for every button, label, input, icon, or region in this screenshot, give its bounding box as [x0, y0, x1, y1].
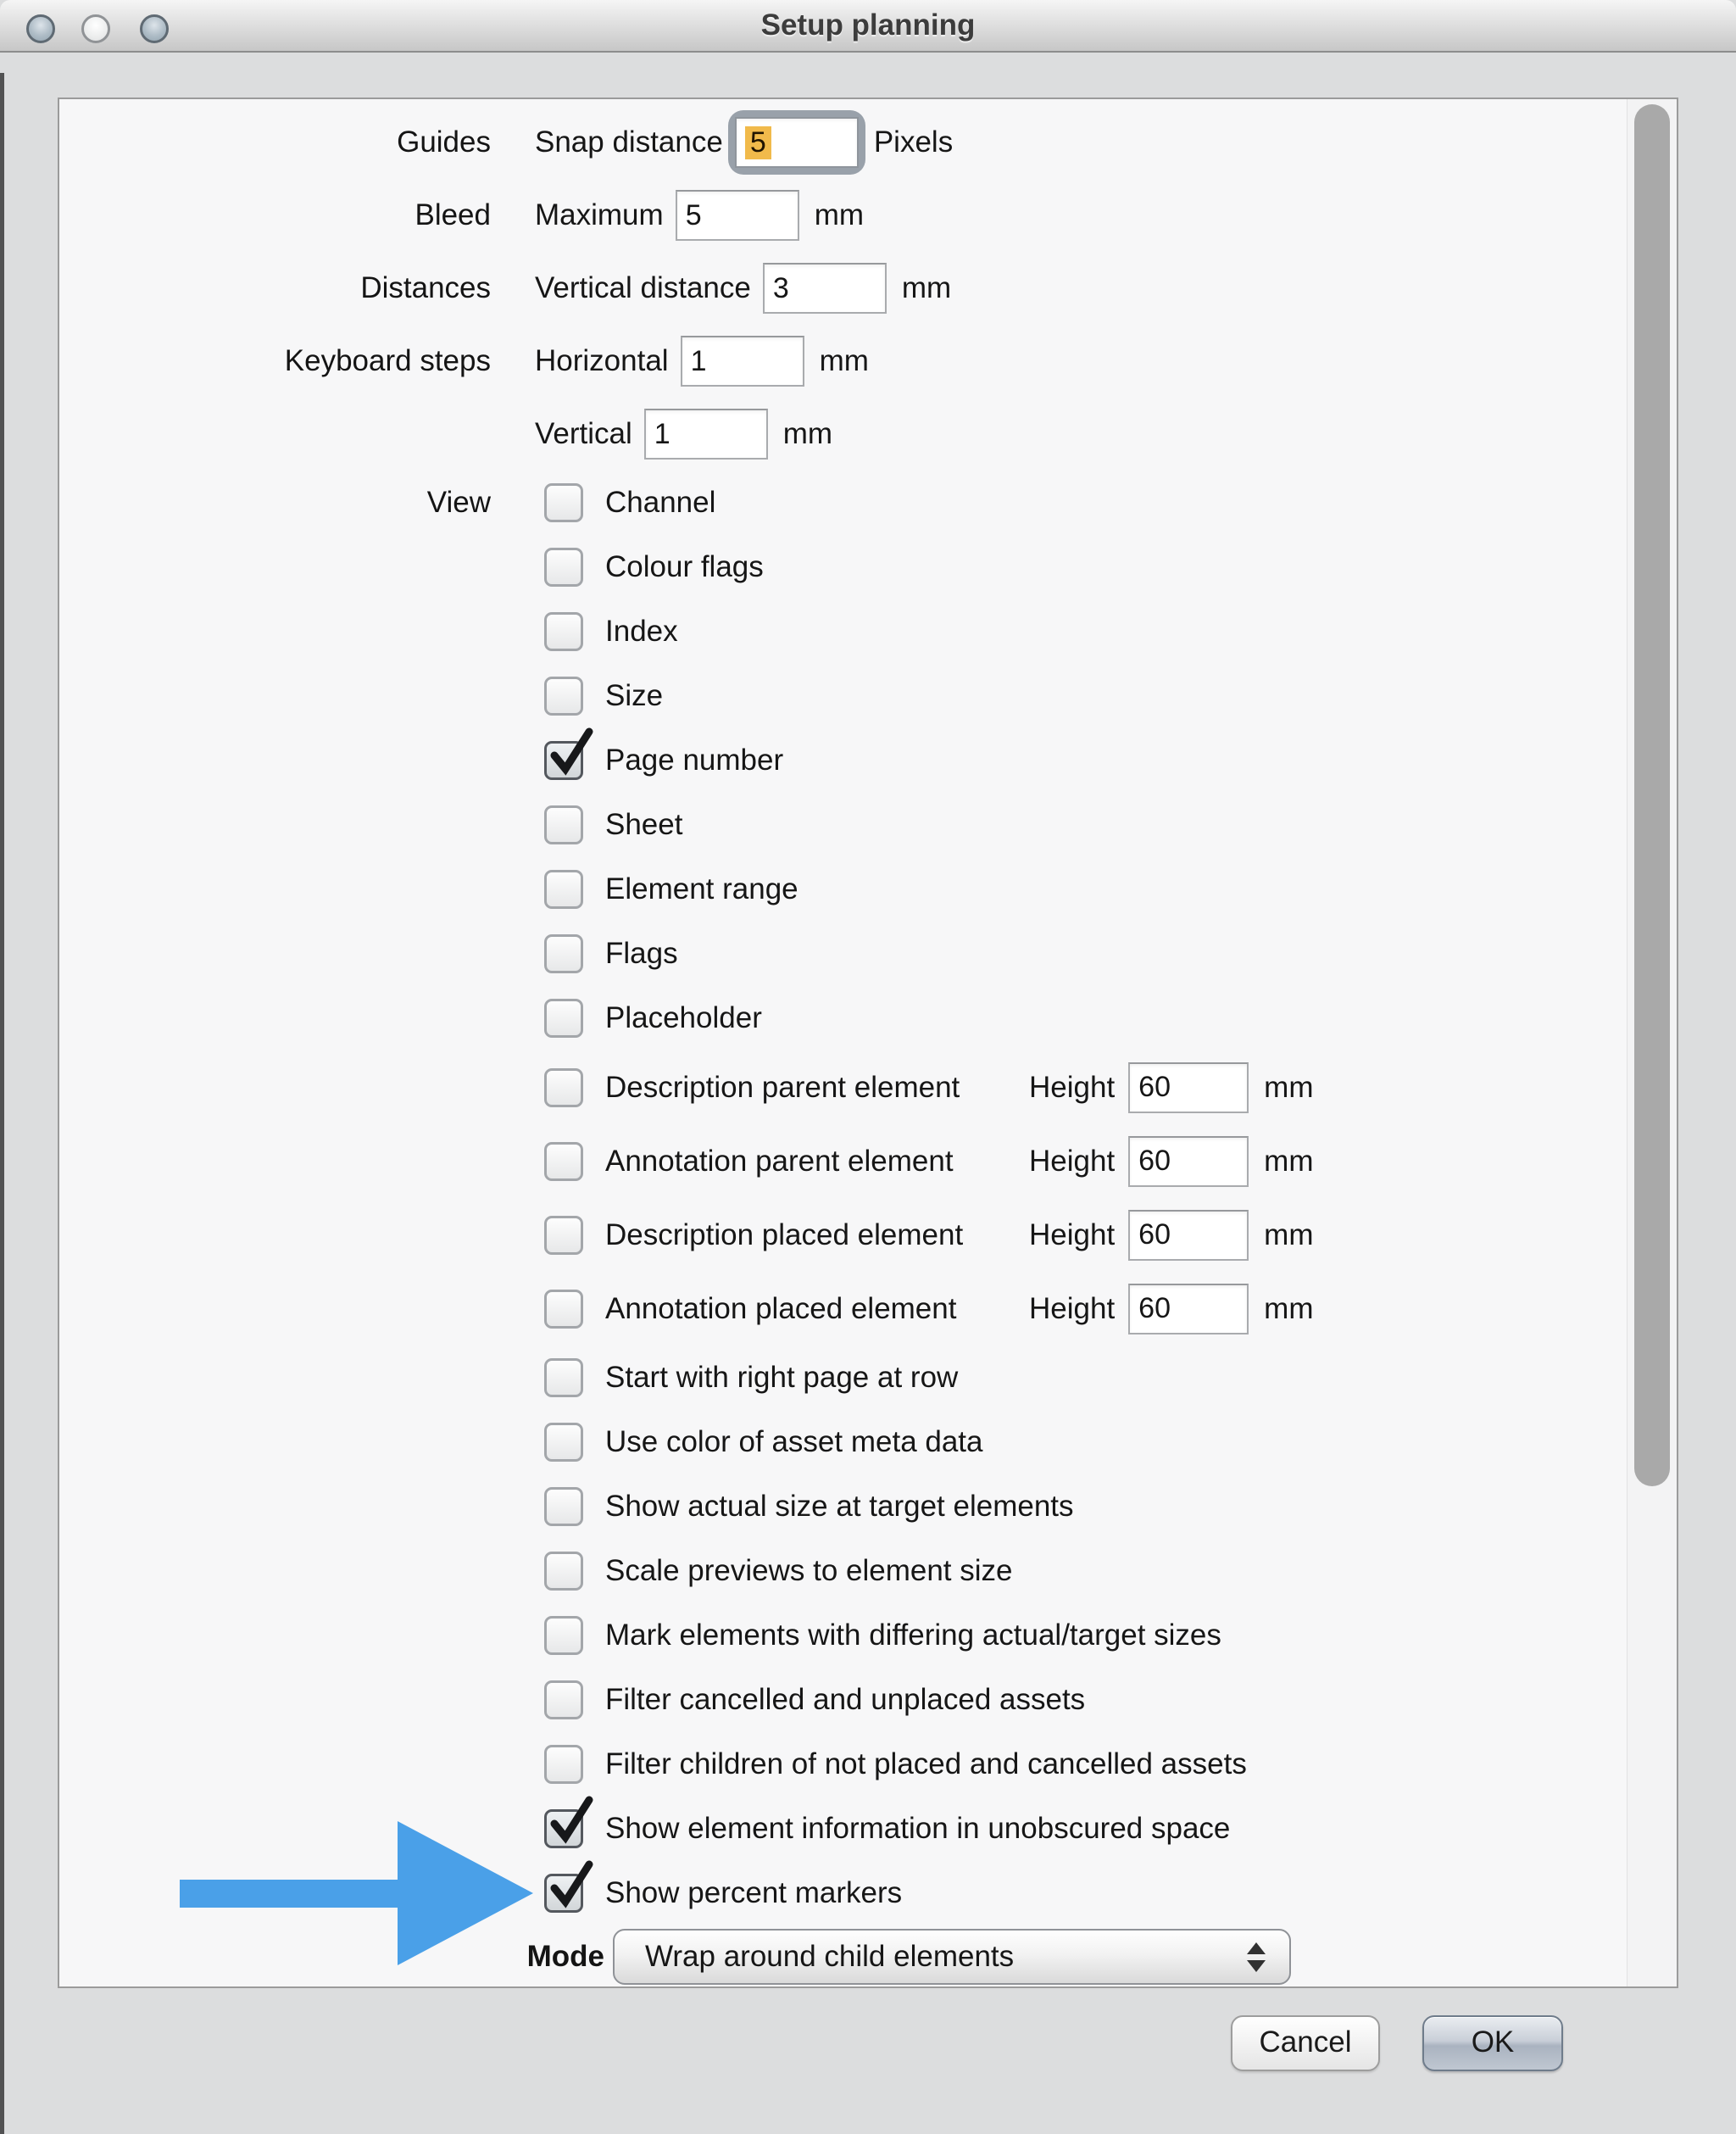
checkbox-row	[59, 1272, 1626, 1346]
checkbox-row	[59, 922, 1626, 986]
checkbox-label: Index	[605, 615, 678, 648]
field-label: Vertical	[535, 417, 632, 450]
checkbox-row	[59, 535, 1626, 599]
height-label: Height	[1029, 1144, 1116, 1178]
unit-label: mm	[1264, 1291, 1314, 1325]
checkbox-label: Page number	[605, 744, 784, 777]
scrollbar-thumb[interactable]	[1634, 104, 1670, 1486]
section-label: View	[426, 486, 491, 519]
checkbox-row	[59, 793, 1626, 857]
checkbox[interactable]	[544, 870, 583, 909]
field-label: Horizontal	[535, 344, 669, 377]
checkbox-label: Filter cancelled and unplaced assets	[605, 1683, 1086, 1716]
unit-label: mm	[819, 344, 869, 377]
checkbox-row	[59, 471, 1626, 535]
unit-label: mm	[901, 271, 952, 304]
checkbox[interactable]	[544, 1487, 583, 1526]
value-field[interactable]	[681, 336, 804, 387]
field-value: 1	[690, 344, 707, 377]
field-value: 5	[685, 198, 702, 231]
field-label: Maximum	[535, 198, 664, 231]
height-value: 60	[1138, 1071, 1171, 1103]
checkbox-label: Mark elements with differing actual/target sizes	[605, 1619, 1221, 1652]
height-field[interactable]	[1128, 1210, 1249, 1261]
checkbox[interactable]	[544, 483, 583, 522]
height-value: 60	[1138, 1292, 1171, 1324]
ok-button[interactable]: OK	[1422, 2015, 1563, 2071]
value-field[interactable]	[735, 117, 859, 168]
checkbox-row	[59, 1050, 1626, 1124]
section-label: Distances	[360, 271, 491, 304]
checkbox-row	[59, 664, 1626, 728]
checkbox[interactable]	[544, 1290, 583, 1329]
checkbox-label: Description placed element	[605, 1217, 964, 1251]
checkbox[interactable]	[544, 1874, 583, 1913]
form-row	[59, 325, 1626, 398]
checkbox-row	[59, 1732, 1626, 1797]
checkbox[interactable]	[544, 677, 583, 716]
field-label: Snap distance	[535, 125, 723, 159]
checkbox[interactable]	[544, 999, 583, 1038]
unit-label: Pixels	[873, 125, 954, 159]
checkbox-label: Annotation parent element	[605, 1144, 954, 1178]
checkbox-row	[59, 1474, 1626, 1539]
height-label: Height	[1029, 1217, 1116, 1251]
checkbox[interactable]	[544, 1616, 583, 1655]
checkbox[interactable]	[544, 1216, 583, 1255]
field-value: 1	[654, 417, 670, 450]
checkbox-rows	[59, 471, 1626, 1925]
form-row	[59, 252, 1626, 325]
checkbox[interactable]	[544, 1142, 583, 1181]
unit-label: mm	[1264, 1070, 1314, 1104]
checkbox-row	[59, 1346, 1626, 1410]
form-row	[59, 179, 1626, 252]
checkbox[interactable]	[544, 805, 583, 844]
checkbox-label: Flags	[605, 937, 678, 970]
checkbox[interactable]	[544, 1358, 583, 1397]
checkbox-row	[59, 986, 1626, 1050]
field-value: 3	[772, 271, 789, 304]
checkbox[interactable]	[544, 1809, 583, 1848]
value-field[interactable]	[644, 409, 768, 460]
section-label: Bleed	[415, 198, 491, 231]
checkbox-label: Colour flags	[605, 550, 764, 583]
settings-panel	[58, 98, 1678, 1988]
checkbox-row	[59, 857, 1626, 922]
checkmark-icon	[543, 1858, 594, 1912]
checkbox-label: Filter children of not placed and cancelled assets	[605, 1747, 1247, 1780]
window-title: Setup planning	[760, 8, 976, 42]
scrollbar-track[interactable]	[1627, 99, 1677, 1986]
checkbox-row	[59, 1603, 1626, 1668]
settings-content	[59, 99, 1626, 1986]
checkbox-row	[59, 1198, 1626, 1272]
checkbox-label: Element range	[605, 872, 798, 905]
checkbox-label: Show percent markers	[605, 1876, 903, 1909]
unit-label: mm	[1264, 1217, 1314, 1251]
height-value: 60	[1138, 1218, 1171, 1251]
checkbox[interactable]	[544, 612, 583, 651]
title-bar[interactable]	[0, 0, 1736, 53]
height-field[interactable]	[1128, 1136, 1249, 1187]
unit-label: mm	[814, 198, 864, 231]
checkbox-row	[59, 1410, 1626, 1474]
field-value: 5	[745, 126, 771, 159]
checkbox-label: Channel	[605, 486, 716, 519]
checkbox-row	[59, 1539, 1626, 1603]
mode-dropdown-value: Wrap around child elements	[645, 1940, 1015, 1973]
height-field[interactable]	[1128, 1062, 1249, 1113]
value-field[interactable]	[676, 190, 799, 241]
form-row	[59, 398, 1626, 471]
checkbox[interactable]	[544, 1423, 583, 1462]
checkmark-icon	[543, 725, 594, 779]
stepper-arrows-icon	[1245, 1931, 1267, 1983]
checkbox[interactable]	[544, 741, 583, 780]
checkbox[interactable]	[544, 1068, 583, 1107]
checkbox-label: Size	[605, 679, 664, 712]
field-rows	[59, 106, 1626, 471]
checkbox-label: Placeholder	[605, 1001, 762, 1034]
mode-label: Mode	[526, 1940, 604, 1973]
checkbox-label: Use color of asset meta data	[605, 1425, 983, 1458]
annotation-arrow-icon	[180, 1821, 534, 1965]
checkbox[interactable]	[544, 1552, 583, 1591]
checkbox[interactable]	[544, 1680, 583, 1719]
unit-label: mm	[782, 417, 833, 450]
checkbox[interactable]	[544, 934, 583, 973]
form-row	[59, 106, 1626, 179]
height-label: Height	[1029, 1291, 1116, 1325]
checkbox-row	[59, 1668, 1626, 1732]
height-label: Height	[1029, 1070, 1116, 1104]
checkmark-icon	[543, 1793, 594, 1847]
checkbox[interactable]	[544, 548, 583, 587]
section-label: Guides	[397, 125, 491, 159]
cancel-button[interactable]: Cancel	[1231, 2015, 1380, 2071]
value-field[interactable]	[763, 263, 887, 314]
checkbox-label: Sheet	[605, 808, 683, 841]
checkbox-label: Start with right page at row	[605, 1361, 959, 1394]
checkbox-label: Description parent element	[605, 1070, 960, 1104]
mode-dropdown[interactable]	[613, 1929, 1291, 1985]
window-edge-shadow	[0, 73, 4, 2134]
field-label: Vertical distance	[535, 271, 751, 304]
checkbox-row	[59, 1124, 1626, 1198]
height-value: 60	[1138, 1145, 1171, 1177]
checkbox-label: Show element information in unobscured space	[605, 1812, 1231, 1845]
checkbox-row	[59, 728, 1626, 793]
checkbox-label: Show actual size at target elements	[605, 1490, 1074, 1523]
unit-label: mm	[1264, 1144, 1314, 1178]
checkbox-label: Annotation placed element	[605, 1291, 957, 1325]
checkbox-row	[59, 599, 1626, 664]
checkbox[interactable]	[544, 1745, 583, 1784]
section-label: Keyboard steps	[284, 344, 491, 377]
height-field[interactable]	[1128, 1284, 1249, 1334]
checkbox-label: Scale previews to element size	[605, 1554, 1013, 1587]
